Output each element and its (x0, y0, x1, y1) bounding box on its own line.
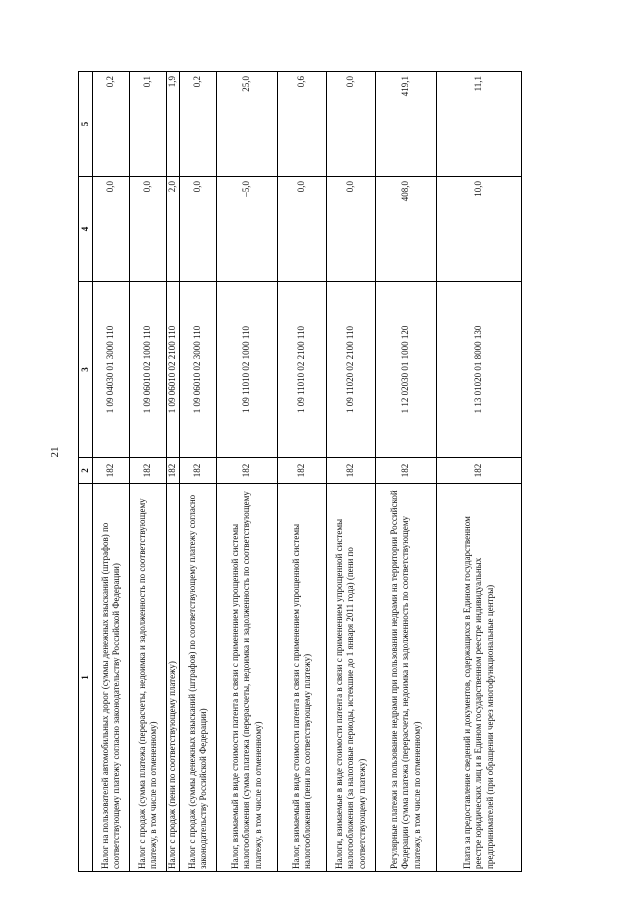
value-col4-cell: 10,0 (437, 177, 522, 282)
table-header-row (79, 72, 93, 872)
revenue-name-cell: Налоги, взимаемые в виде стоимости патента в связи с применением упрощенной системы налогообложения (за налоговые периоды, истекшие до 1 января 2011 года) (пени по соответствующему платежу) (327, 484, 376, 872)
table-row (93, 72, 130, 872)
value-col5-cell: 0,0 (327, 72, 376, 177)
value-col5-cell: 11,1 (437, 72, 522, 177)
value-col5-cell: 419,1 (376, 72, 437, 177)
admin-code-cell: 182 (217, 458, 278, 484)
column-header-2: 2 (79, 458, 93, 484)
value-col4-cell: 0,0 (180, 177, 217, 282)
revenue-name-cell: Налог на пользователей автомобильных дорог (суммы денежных взысканий (штрафов) по соответствующему платежу согласно законодательству Российской Федерации) (93, 484, 130, 872)
revenue-name-cell: Плата за предоставление сведений и документов, содержащихся в Едином государственном реестре юридических лиц и в Едином государственном реестре индивидуальных предпринимателей (при обращении через многофункциональные центры) (437, 484, 522, 872)
value-col5-cell: 25,0 (217, 72, 278, 177)
budget-code-cell: 1 09 11020 02 2100 110 (327, 282, 376, 458)
budget-code-cell: 1 09 11010 02 1000 110 (217, 282, 278, 458)
revenue-name-cell: Регулярные платежи за пользование недрами при пользовании недрами на территории Российской Федерации (сумма платежа (перерасчеты, недоимка и задолженность по соответствующему платежу, в том числе по отмененному) (376, 484, 437, 872)
value-col5-cell: 0,1 (130, 72, 167, 177)
revenue-name-cell: Налог, взимаемый в виде стоимости патента в связи с применением упрощенной системы налогообложения (пени по соответствующему платежу) (278, 484, 327, 872)
table-row (278, 72, 327, 872)
table-row (130, 72, 167, 872)
admin-code-cell: 182 (327, 458, 376, 484)
value-col4-cell: 0,0 (93, 177, 130, 282)
page-number: 21 (49, 446, 61, 458)
value-col5-cell: 1,9 (167, 72, 180, 177)
admin-code-cell: 182 (376, 458, 437, 484)
rotated-table-container (78, 72, 598, 872)
admin-code-cell: 182 (278, 458, 327, 484)
revenue-name-cell: Налог с продаж (суммы денежных взысканий (штрафов) по соответствующему платежу согласно законодательству Российской Федерации) (180, 484, 217, 872)
table-row (327, 72, 376, 872)
value-col4-cell: 408,0 (376, 177, 437, 282)
value-col4-cell: 2,0 (167, 177, 180, 282)
admin-code-cell: 182 (167, 458, 180, 484)
budget-code-cell: 1 12 02030 01 1000 120 (376, 282, 437, 458)
revenue-name-cell: Налог с продаж (пени по соответствующему платежу) (167, 484, 180, 872)
table-row (180, 72, 217, 872)
table-row (217, 72, 278, 872)
value-col4-cell: 0,0 (130, 177, 167, 282)
value-col5-cell: 0,2 (93, 72, 130, 177)
column-header-1: 1 (79, 484, 93, 872)
value-col5-cell: 0,6 (278, 72, 327, 177)
value-col4-cell: 0,0 (327, 177, 376, 282)
table-row (167, 72, 180, 872)
column-header-4: 4 (79, 177, 93, 282)
budget-code-cell: 1 09 06010 02 2100 110 (167, 282, 180, 458)
budget-code-cell: 1 09 04030 01 3000 110 (93, 282, 130, 458)
admin-code-cell: 182 (437, 458, 522, 484)
table-row (437, 72, 522, 872)
value-col4-cell: –5,0 (217, 177, 278, 282)
value-col5-cell: 0,2 (180, 72, 217, 177)
budget-code-cell: 1 09 06010 02 3000 110 (180, 282, 217, 458)
budget-code-cell: 1 13 01020 01 8000 130 (437, 282, 522, 458)
revenue-table (78, 71, 522, 872)
revenue-name-cell: Налог, взимаемый в виде стоимости патента в связи с применением упрощенной системы налогообложения (сумма платежа (перерасчеты, недоимка и задолженность по соответствующему платежу, в том числе по отмененному) (217, 484, 278, 872)
budget-code-cell: 1 09 06010 02 1000 110 (130, 282, 167, 458)
admin-code-cell: 182 (180, 458, 217, 484)
admin-code-cell: 182 (93, 458, 130, 484)
revenue-name-cell: Налог с продаж (сумма платежа (перерасчеты, недоимка и задолженность по соответствующему платежу, в том числе по отмененному) (130, 484, 167, 872)
column-header-3: 3 (79, 282, 93, 458)
admin-code-cell: 182 (130, 458, 167, 484)
table-row (376, 72, 437, 872)
value-col4-cell: 0,0 (278, 177, 327, 282)
budget-code-cell: 1 09 11010 02 2100 110 (278, 282, 327, 458)
column-header-5: 5 (79, 72, 93, 177)
